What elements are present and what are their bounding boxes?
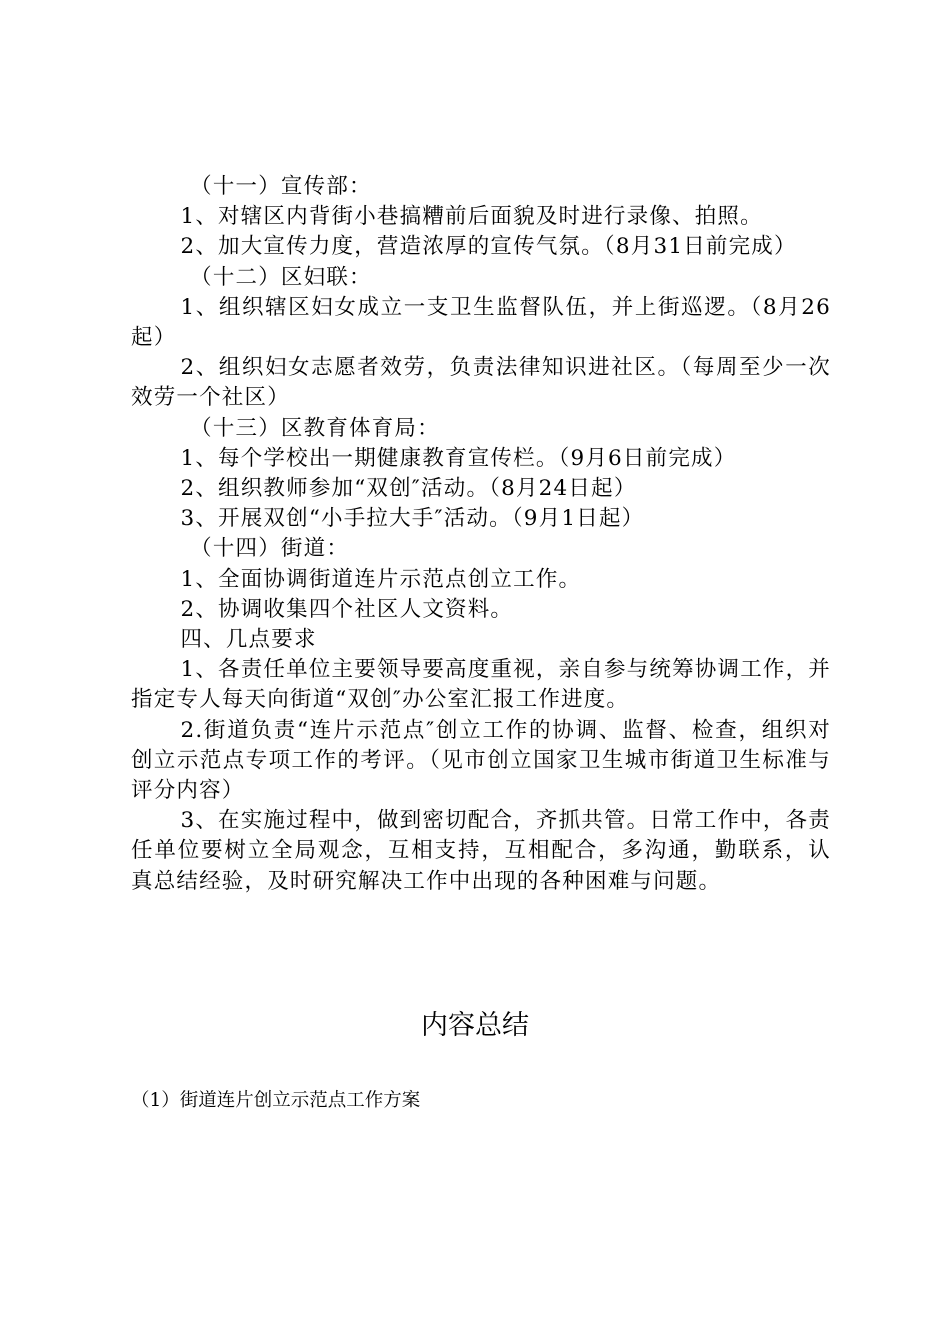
paragraph: 2、组织妇女志愿者效劳，负责法律知识进社区。（每周至少一次效劳一个社区） [131, 355, 831, 411]
paragraph: 1、组织辖区妇女成立一支卫生监督队伍，并上街巡逻。（8月26起） [131, 294, 831, 351]
paragraph: 1、每个学校出一期健康教育宣传栏。（9月6日前完成） [180, 445, 737, 471]
paragraph: 2、组织教师参加“双创″活动。（8月24日起） [180, 476, 637, 502]
section-heading-requirements: 四、几点要求 [180, 627, 317, 653]
paragraph: 3、在实施过程中，做到密切配合，齐抓共管。日常工作中，各责任单位要树立全局观念，互相支持，互相配合，多沟通，勤联系，认真总结经验，及时研究解决工作中出现的各种困难与问题。 [131, 808, 831, 894]
paragraph: 2、加大宣传力度，营造浓厚的宣传气氛。（8月31日前完成） [180, 234, 797, 260]
section-heading-womens-federation: （十二）区妇联： [190, 264, 372, 290]
paragraph: 2.街道负责“连片示范点″创立工作的协调、监督、检查，组织对创立示范点专项工作的考评。（见市创立国家卫生城市街道卫生标准与评分内容） [131, 717, 831, 804]
paragraph: 2、协调收集四个社区人文资料。 [180, 596, 514, 622]
summary-title: 内容总结 [421, 1010, 529, 1041]
summary-item: （1）街道连片创立示范点工作方案 [131, 1090, 421, 1111]
paragraph: 3、开展双创“小手拉大手″活动。（9月1日起） [180, 506, 645, 532]
section-heading-education-bureau: （十三）区教育体育局： [190, 415, 440, 441]
section-heading-street: （十四）街道： [190, 536, 350, 562]
paragraph: 1、对辖区内背街小巷搞糟前后面貌及时进行录像、拍照。 [180, 204, 763, 230]
paragraph: 1、全面协调街道连片示范点创立工作。 [180, 566, 582, 592]
section-heading-propaganda: （十一）宣传部： [190, 174, 372, 199]
paragraph: 1、各责任单位主要领导要高度重视，亲自参与统筹协调工作，并指定专人每天向街道“双创″办公室汇报工作进度。 [131, 657, 831, 713]
document-body [131, 172, 831, 897]
